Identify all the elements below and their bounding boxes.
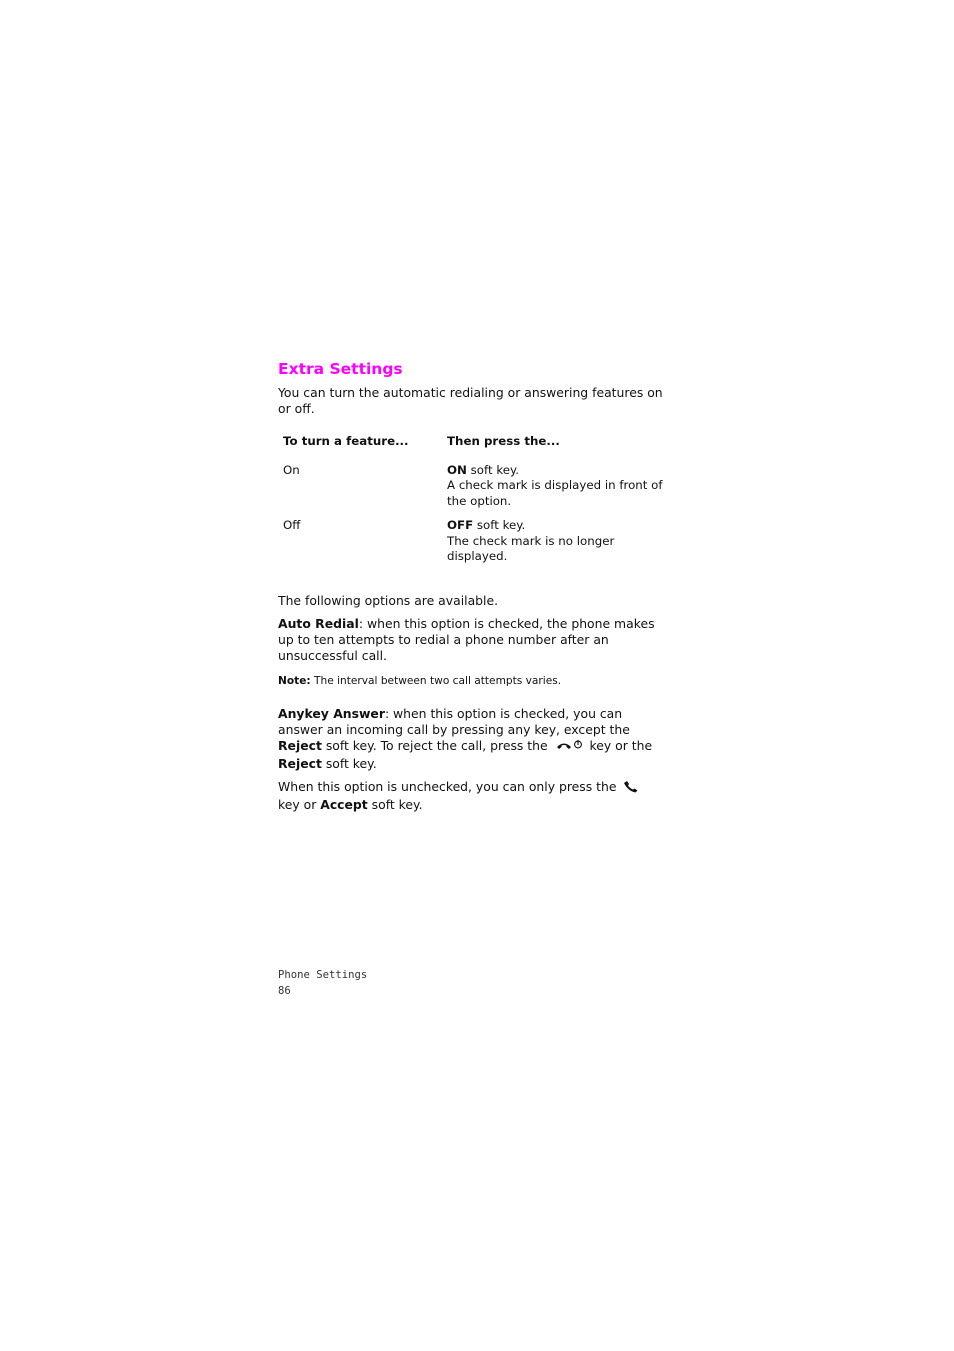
feature-table	[278, 434, 668, 574]
page-footer	[278, 968, 367, 999]
table-row	[278, 463, 668, 519]
footer-section-name: Phone Settings	[278, 969, 368, 981]
footer-page-number: 86	[278, 984, 291, 997]
note-label: Note:	[278, 674, 311, 687]
unchecked-paragraph: When this option is unchecked, you can only press the key or Accept soft key.	[278, 779, 668, 813]
intro-paragraph: You can turn the automatic redialing or answering features on or off.	[278, 385, 663, 416]
end-call-power-icon	[554, 739, 584, 756]
table-header-row	[278, 434, 668, 463]
section-title: Extra Settings	[278, 360, 403, 378]
auto-redial-term: Auto Redial	[278, 615, 359, 631]
options-intro: The following options are available.	[278, 592, 499, 608]
key-label: ON soft key.	[447, 462, 520, 477]
table-header-action: Then press the...	[447, 434, 560, 448]
send-call-icon	[622, 780, 640, 797]
key-description: The check mark is no longer displayed.	[447, 533, 615, 563]
table-cell-feature: On	[283, 462, 300, 477]
table-cell-action	[447, 463, 668, 519]
page-content	[278, 358, 668, 813]
anykey-answer-term: Anykey Answer	[278, 705, 385, 721]
table-cell-action	[447, 518, 668, 574]
key-description: A check mark is displayed in front of the option.	[447, 478, 663, 508]
table-cell-feature: Off	[283, 518, 301, 532]
note-paragraph: Note: The interval between two call attempts varies.	[278, 674, 562, 687]
table-row	[278, 518, 668, 574]
auto-redial-paragraph: Auto Redial: when this option is checked, the phone makes up to ten attempts to redial a phone number after an unsuccessful call.	[278, 615, 655, 663]
anykey-answer-paragraph: Anykey Answer: when this option is checked, you can answer an incoming call by pressing any key, except the Reject soft key. To reject the call, press the key or the Reject soft key.	[278, 705, 653, 771]
key-label: OFF soft key.	[447, 518, 526, 532]
table-header-feature: To turn a feature...	[283, 434, 409, 448]
